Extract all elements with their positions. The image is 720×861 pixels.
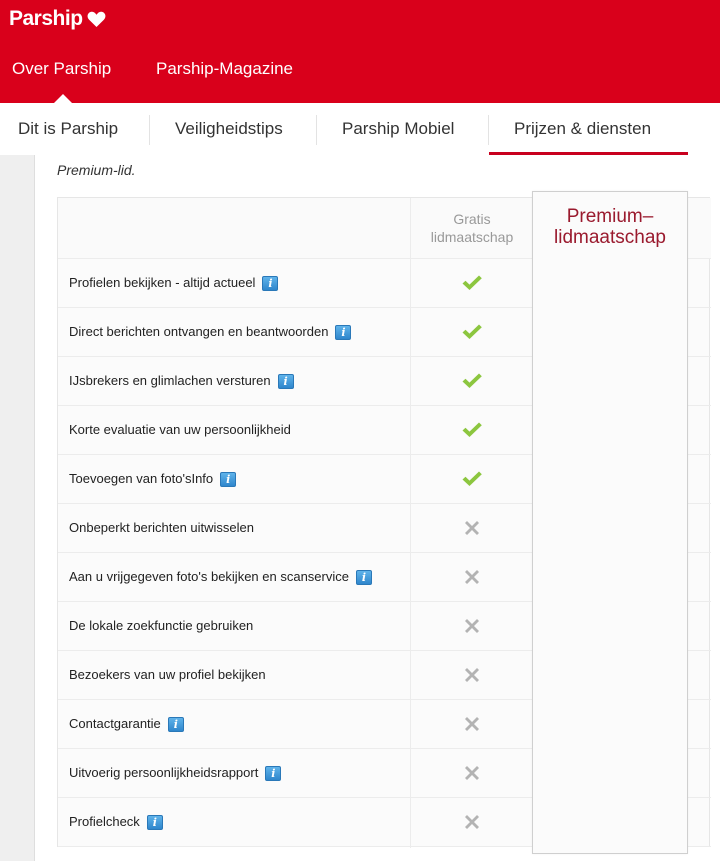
cell-free [411,308,533,356]
info-icon[interactable]: i [356,570,372,585]
nav-over-parship[interactable]: Over Parship [12,59,112,78]
cross-icon [465,766,479,780]
feature-text: Contactgarantie [69,716,161,731]
feature-text: Profielcheck [69,814,140,829]
cell-free [411,406,533,454]
feature-label [69,651,266,699]
left-sidebar [0,155,35,861]
subnav-divider [316,115,317,145]
cross-icon [465,717,479,731]
header-premium-membership: Premium– lidmaatschap [554,206,666,248]
brand-name: Parship [9,7,83,30]
feature-text: IJsbrekers en glimlachen versturen [69,373,271,388]
feature-label [69,602,253,650]
top-header [0,0,720,103]
cell-free [411,504,533,552]
cross-icon [465,619,479,633]
cell-free [411,553,533,601]
cell-free [411,259,533,307]
info-icon[interactable]: i [265,766,281,781]
feature-text: Onbeperkt berichten uitwisselen [69,520,254,535]
cell-free [411,798,533,846]
check-icon [461,372,483,390]
check-icon [461,323,483,341]
feature-text: Toevoegen van foto'sInfo [69,471,214,486]
subnav-divider [488,115,489,145]
cell-free [411,455,533,503]
feature-text: Uitvoerig persoonlijkheidsrapport [69,765,259,780]
brand-logo[interactable] [9,7,106,31]
feature-text: Profielen bekijken - altijd actueel [69,275,256,290]
cell-free [411,602,533,650]
premium-column-highlight [532,191,688,854]
intro-text: Premium-lid. [57,162,136,178]
active-nav-caret [54,94,72,103]
header-free-membership: Gratis lidmaatschap [430,211,514,245]
subnav-active-indicator [489,152,688,155]
feature-text: De lokale zoekfunctie gebruiken [69,618,254,633]
feature-label [69,749,281,797]
cell-free [411,651,533,699]
feature-text: Bezoekers van uw profiel bekijken [69,667,266,682]
cell-free [411,357,533,405]
cell-free [411,700,533,748]
feature-label [69,700,184,748]
nav-parship-magazine[interactable]: Parship-Magazine [156,59,294,78]
info-icon[interactable]: i [278,374,294,389]
subnav-dit-is-parship[interactable]: Dit is Parship [18,119,119,138]
feature-label [69,504,254,552]
cross-icon [465,570,479,584]
feature-label [69,406,291,454]
info-icon[interactable]: i [147,815,163,830]
feature-label [69,259,278,307]
check-icon [461,274,483,292]
cell-free [411,749,533,797]
cross-icon [465,815,479,829]
info-icon[interactable]: i [220,472,236,487]
subnav-prijzen-diensten[interactable]: Prijzen & diensten [514,119,652,138]
feature-label [69,308,351,356]
info-icon[interactable]: i [335,325,351,340]
check-icon [461,421,483,439]
cross-icon [465,668,479,682]
sub-nav [0,103,720,155]
feature-label [69,455,236,503]
feature-text: Direct berichten ontvangen en beantwoorden [69,324,329,339]
feature-label [69,798,163,846]
subnav-divider [149,115,150,145]
subnav-parship-mobiel[interactable]: Parship Mobiel [342,119,455,138]
info-icon[interactable]: i [168,717,184,732]
feature-label [69,357,294,405]
cross-icon [465,521,479,535]
heart-icon [87,11,106,28]
subnav-veiligheidstips[interactable]: Veiligheidstips [175,119,283,138]
feature-text: Korte evaluatie van uw persoonlijkheid [69,422,291,437]
info-icon[interactable]: i [262,276,278,291]
feature-label [69,553,372,601]
feature-text: Aan u vrijgegeven foto's bekijken en scanservice [69,569,349,584]
check-icon [461,470,483,488]
